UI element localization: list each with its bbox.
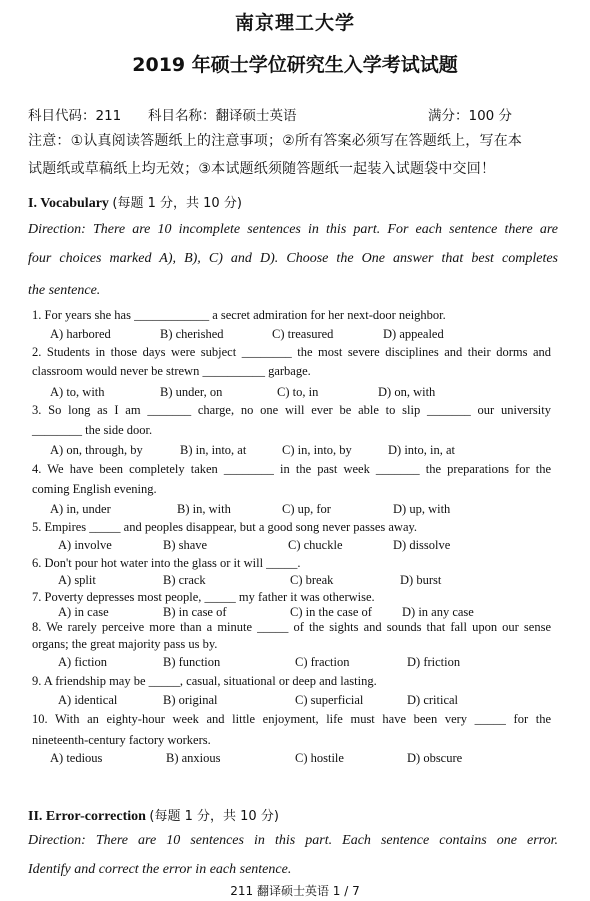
option: D) dissolve <box>393 538 451 552</box>
question-4-text: coming English evening. <box>32 482 157 496</box>
section-vocabulary-heading <box>28 192 242 212</box>
question-2-text: 2. Students in those days were subject ________ the most severe disciplines and their dorms and <box>32 345 551 359</box>
option: C) hostile <box>295 751 344 765</box>
question-10-text: nineteenth-century factory workers. <box>32 733 211 747</box>
option: A) identical <box>58 693 118 707</box>
question-7-text: 7. Poverty depresses most people, _____ my father it was otherwise. <box>32 590 375 604</box>
section-points: (每题 1 分，共 10 分) <box>112 196 242 211</box>
question-2-text: classroom would never be strewn __________ garbage. <box>32 364 311 378</box>
option: B) shave <box>163 538 208 552</box>
option: D) burst <box>400 573 442 587</box>
page-footer: 211 翻译硕士英语 1 / 7 <box>230 884 360 898</box>
option: C) up, for <box>282 502 331 516</box>
option: B) cherished <box>160 327 224 341</box>
question-6-text: 6. Don't pour hot water into the glass or it will _____. <box>32 556 301 570</box>
option: C) to, in <box>277 385 319 399</box>
option: A) involve <box>58 538 112 552</box>
option: B) under, on <box>160 385 223 399</box>
option: B) in, with <box>177 502 231 516</box>
option: D) on, with <box>378 385 436 399</box>
option: D) friction <box>407 655 461 669</box>
question-3-text: ________ the side door. <box>32 423 153 437</box>
option: D) in any case <box>402 605 474 619</box>
direction-line: the sentence. <box>28 283 101 298</box>
option: B) in, into, at <box>180 443 247 457</box>
section-points: (每题 1 分，共 10 分) <box>149 809 279 824</box>
notice-line-2: 试题纸或草稿纸上均无效；③本试题纸须随答题纸一起装入试题袋中交回！ <box>28 161 496 177</box>
option: D) obscure <box>407 751 463 765</box>
direction-line: Direction: There are 10 incomplete sentences in this part. For each sentence there are <box>28 222 558 237</box>
option: B) function <box>163 655 221 669</box>
option: C) fraction <box>295 655 350 669</box>
direction-line: Identify and correct the error in each sentence. <box>28 862 292 877</box>
option: A) in case <box>58 605 109 619</box>
university-title: 南京理工大学 <box>234 12 355 34</box>
section-error-correction-heading <box>28 805 279 825</box>
section-title: I. Vocabulary <box>28 196 109 211</box>
question-8-text: organs; the great majority pass us by. <box>32 637 218 651</box>
option: C) treasured <box>272 327 334 341</box>
option: A) split <box>58 573 96 587</box>
option: B) in case of <box>163 605 227 619</box>
question-1-text: 1. For years she has ____________ a secret admiration for her next-door neighbor. <box>32 308 446 322</box>
question-8-text: 8. We rarely perceive more than a minute _____ of the sights and sounds that fall upon our sense <box>32 620 551 634</box>
option: A) to, with <box>50 385 105 399</box>
direction-line: Direction: There are 10 sentences in this part. Each sentence contains one error. <box>28 833 558 848</box>
question-5-text: 5. Empires _____ and peoples disappear, but a good song never passes away. <box>32 520 418 534</box>
subject-name: 科目名称：翻译硕士英语 <box>148 108 297 124</box>
option: C) in, into, by <box>282 443 352 457</box>
option: A) in, under <box>50 502 111 516</box>
option: C) break <box>290 573 334 587</box>
option: D) critical <box>407 693 459 707</box>
option: C) chuckle <box>288 538 343 552</box>
exam-title: 2019 年硕士学位研究生入学考试试题 <box>132 54 458 76</box>
section-title: II. Error-correction <box>28 809 146 824</box>
option: B) original <box>163 693 218 707</box>
option: D) into, in, at <box>388 443 456 457</box>
question-9-text: 9. A friendship may be _____, casual, situational or deep and lasting. <box>32 674 377 688</box>
option: C) superficial <box>295 693 364 707</box>
question-4-text: 4. We have been completely taken ________ in the past week _______ the preparations for the <box>32 462 551 476</box>
question-3-text: 3. So long as I am _______ charge, no one will ever be able to slip _______ our university <box>32 403 551 417</box>
question-10-text: 10. With an eighty-hour week and little enjoyment, life must have been very _____ for the <box>32 712 551 726</box>
direction-line: four choices marked A), B), C) and D). Choose the One answer that best completes <box>28 251 558 266</box>
option: A) tedious <box>50 751 103 765</box>
notice-line-1: 注意：①认真阅读答题纸上的注意事项；②所有答案必须写在答题纸上，写在本 <box>28 133 523 149</box>
option: B) crack <box>163 573 206 587</box>
option: C) in the case of <box>290 605 372 619</box>
option: A) harbored <box>50 327 111 341</box>
option: A) on, through, by <box>50 443 143 457</box>
option: B) anxious <box>166 751 221 765</box>
option: D) appealed <box>383 327 444 341</box>
subject-code: 科目代码：211 <box>28 108 122 124</box>
option: D) up, with <box>393 502 451 516</box>
full-score: 满分：100 分 <box>428 108 513 124</box>
option: A) fiction <box>58 655 107 669</box>
